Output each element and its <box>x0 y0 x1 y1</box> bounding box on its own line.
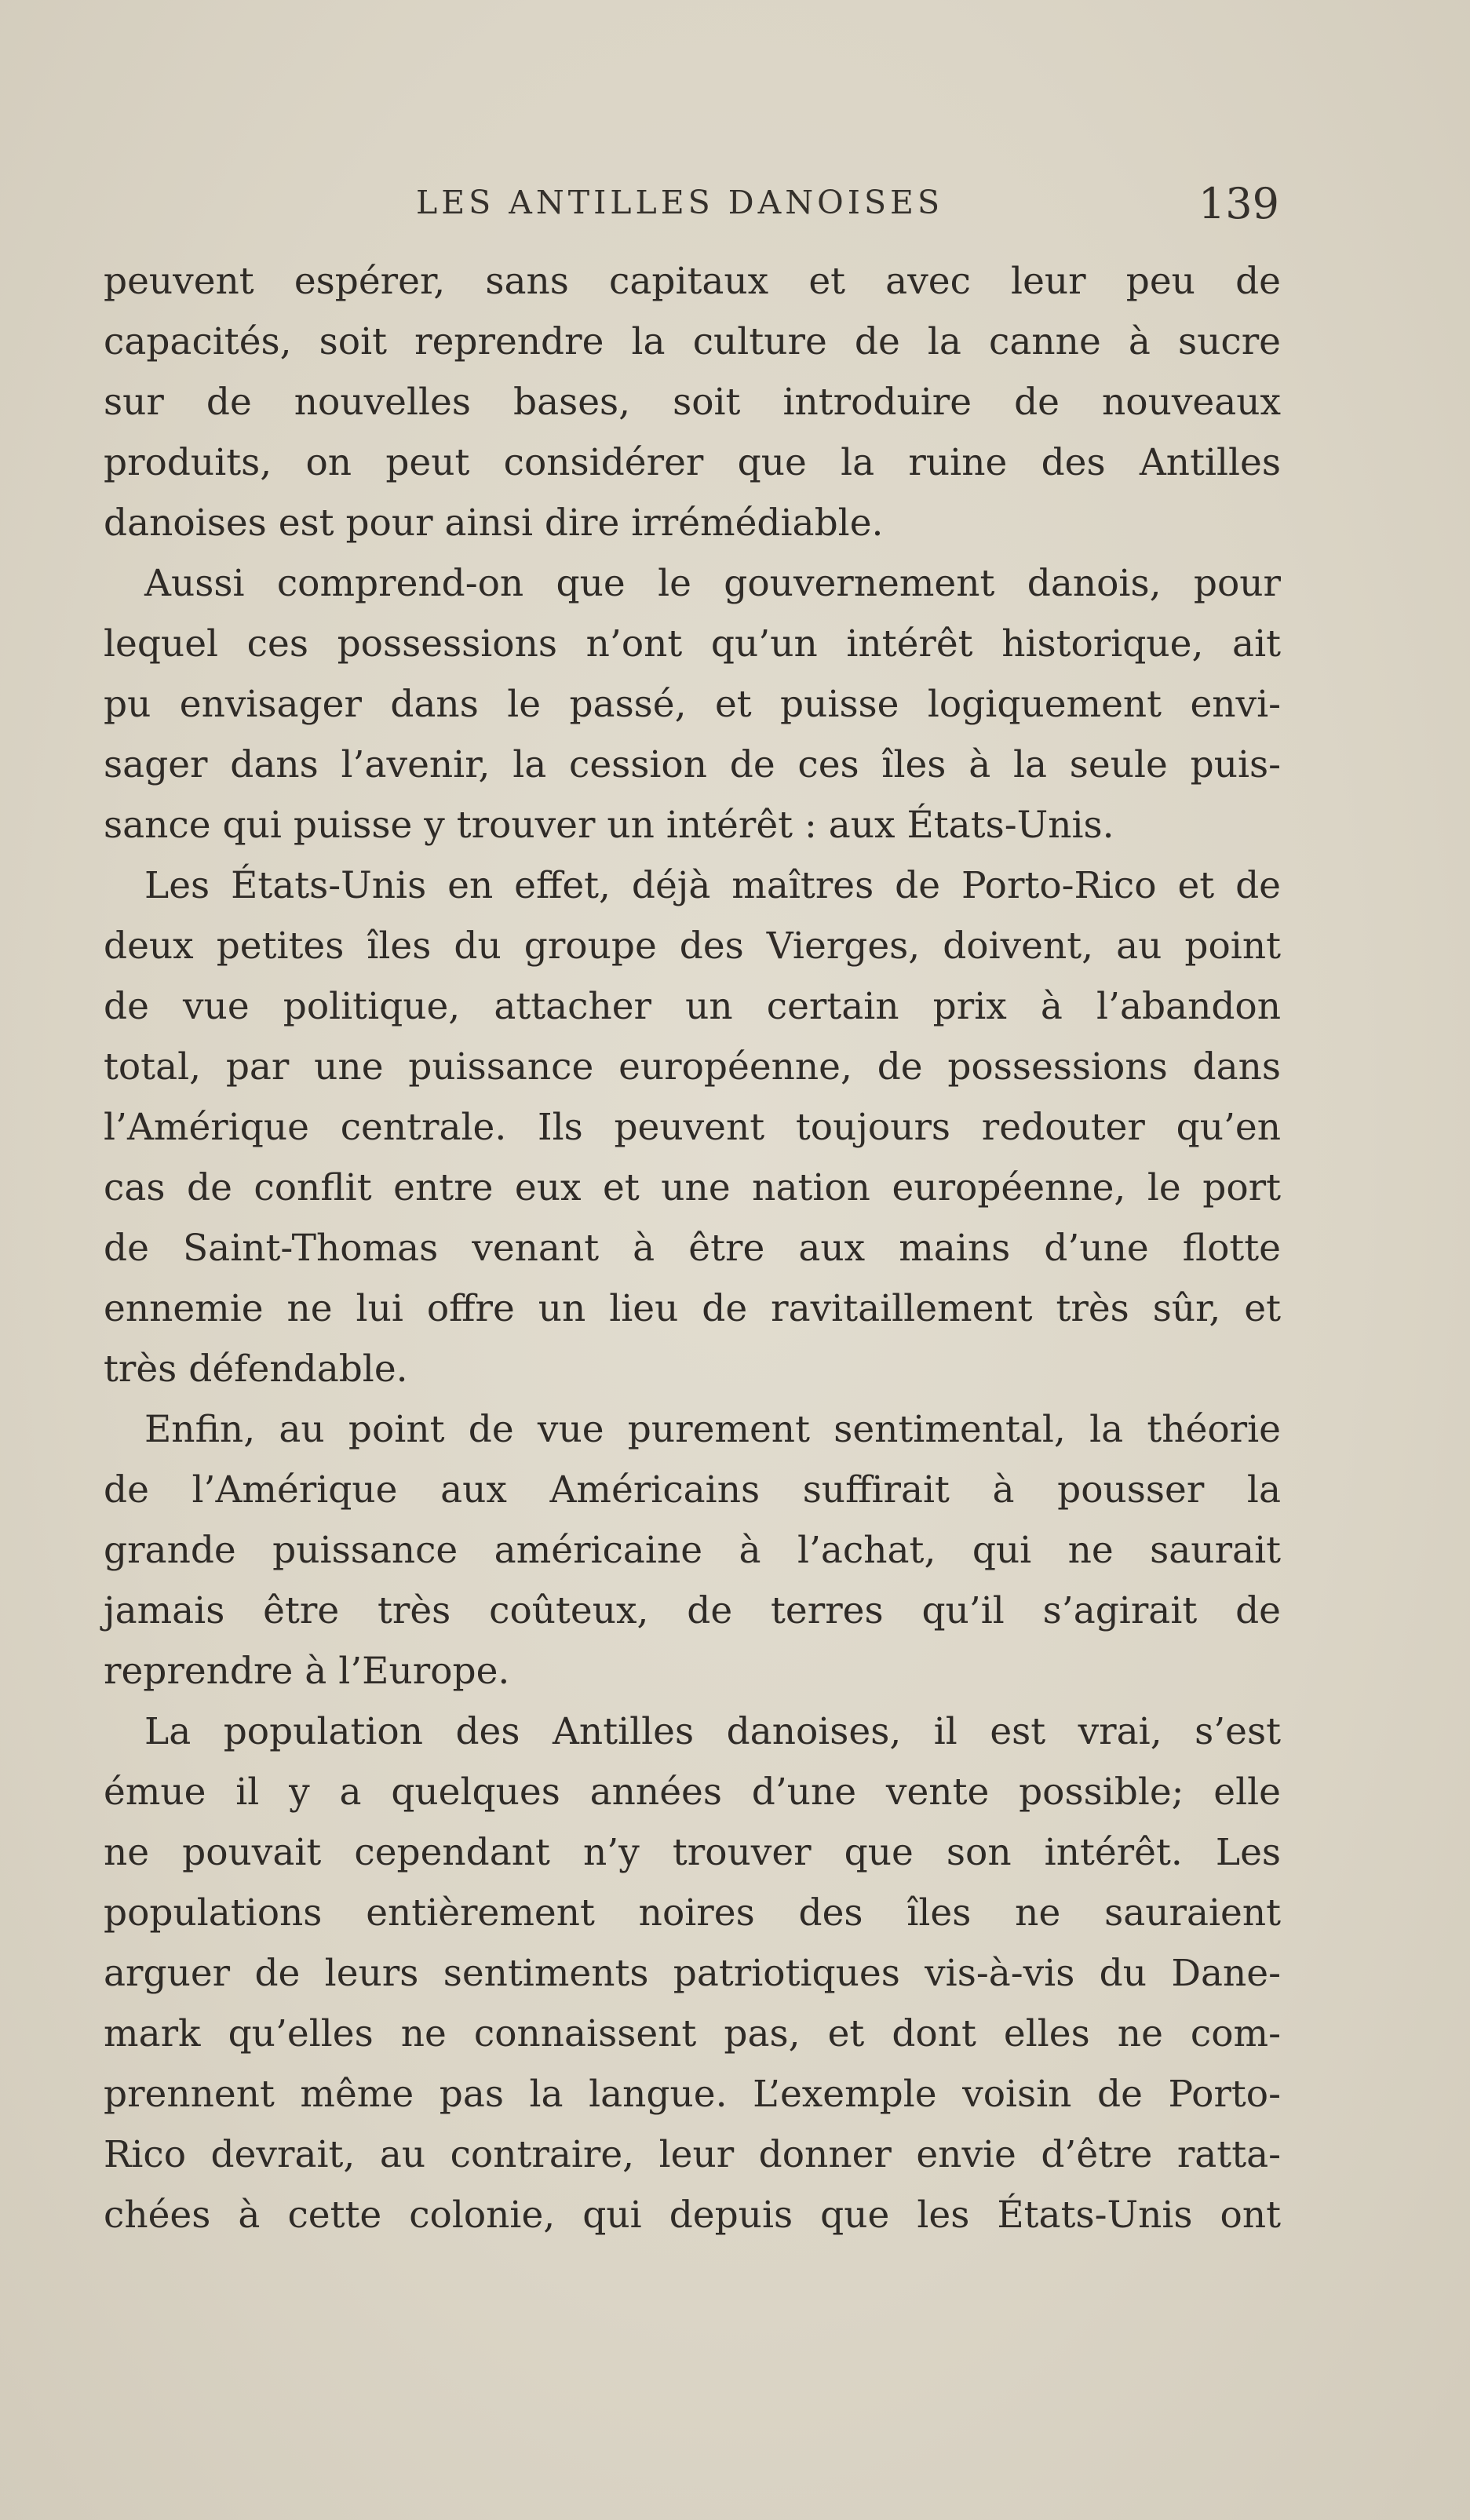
text-line: reprendre à l’Europe. <box>104 1650 510 1693</box>
page-number: 139 <box>1198 179 1279 228</box>
text-line: sur de nouvelles bases, soit introduire de nouveaux <box>104 381 1281 424</box>
text-line: capacités, soit reprendre la culture de la canne à sucre <box>104 320 1281 363</box>
text-line: ennemie ne lui offre un lieu de ravitaillement très sûr, et <box>104 1287 1281 1330</box>
text-line: La population des Antilles danoises, il est vrai, s’est <box>144 1710 1281 1753</box>
text-line: chées à cette colonie, qui depuis que les États-Unis ont <box>104 2194 1281 2237</box>
text-line: cas de conflit entre eux et une nation européenne, le port <box>104 1166 1281 1209</box>
running-title: LES ANTILLES DANOISES <box>416 184 944 221</box>
running-head <box>102 179 1279 229</box>
body-text <box>104 251 1281 2245</box>
text-line: jamais être très coûteux, de terres qu’il s’agirait de <box>104 1589 1281 1632</box>
text-line: sance qui puisse y trouver un intérêt : aux États-Unis. <box>104 804 1114 847</box>
text-line: arguer de leurs sentiments patriotiques vis-à-vis du Dane- <box>104 1952 1281 1995</box>
text-line: l’Amérique centrale. Ils peuvent toujours redouter qu’en <box>104 1106 1281 1149</box>
text-line: ne pouvait cependant n’y trouver que son intérêt. Les <box>104 1831 1281 1874</box>
text-line: total, par une puissance européenne, de possessions dans <box>104 1045 1281 1089</box>
text-line: mark qu’elles ne connaissent pas, et dont elles ne com- <box>104 2012 1281 2055</box>
text-line: populations entièrement noires des îles ne sauraient <box>104 1891 1281 1935</box>
text-line: sager dans l’avenir, la cession de ces îles à la seule puis- <box>104 743 1281 786</box>
text-line: de Saint-Thomas venant à être aux mains d’une flotte <box>104 1227 1281 1270</box>
text-line: très défendable. <box>104 1348 408 1391</box>
text-line: pu envisager dans le passé, et puisse logiquement envi- <box>104 683 1281 726</box>
text-line: deux petites îles du groupe des Vierges, doivent, au point <box>104 924 1281 968</box>
text-line: prennent même pas la langue. L’exemple voisin de Porto- <box>104 2073 1281 2116</box>
text-line: grande puissance américaine à l’achat, qui ne saurait <box>104 1529 1281 1572</box>
text-line: danoises est pour ainsi dire irrémédiable. <box>104 501 884 545</box>
text-line: de l’Amérique aux Américains suffirait à pousser la <box>104 1468 1281 1512</box>
text-line: Les États-Unis en effet, déjà maîtres de Porto-Rico et de <box>144 864 1281 907</box>
text-line: lequel ces possessions n’ont qu’un intérêt historique, ait <box>104 622 1281 666</box>
text-line: émue il y a quelques années d’une vente possible; elle <box>104 1771 1281 1814</box>
text-line: peuvent espérer, sans capitaux et avec leur peu de <box>104 260 1281 303</box>
text-line: produits, on peut considérer que la ruine des Antilles <box>104 441 1281 484</box>
text-line: Aussi comprend-on que le gouvernement danois, pour <box>144 562 1281 605</box>
text-line: Enfin, au point de vue purement sentimental, la théorie <box>144 1408 1281 1451</box>
text-line: Rico devrait, au contraire, leur donner envie d’être ratta- <box>104 2133 1281 2176</box>
text-line: de vue politique, attacher un certain prix à l’abandon <box>104 985 1281 1028</box>
